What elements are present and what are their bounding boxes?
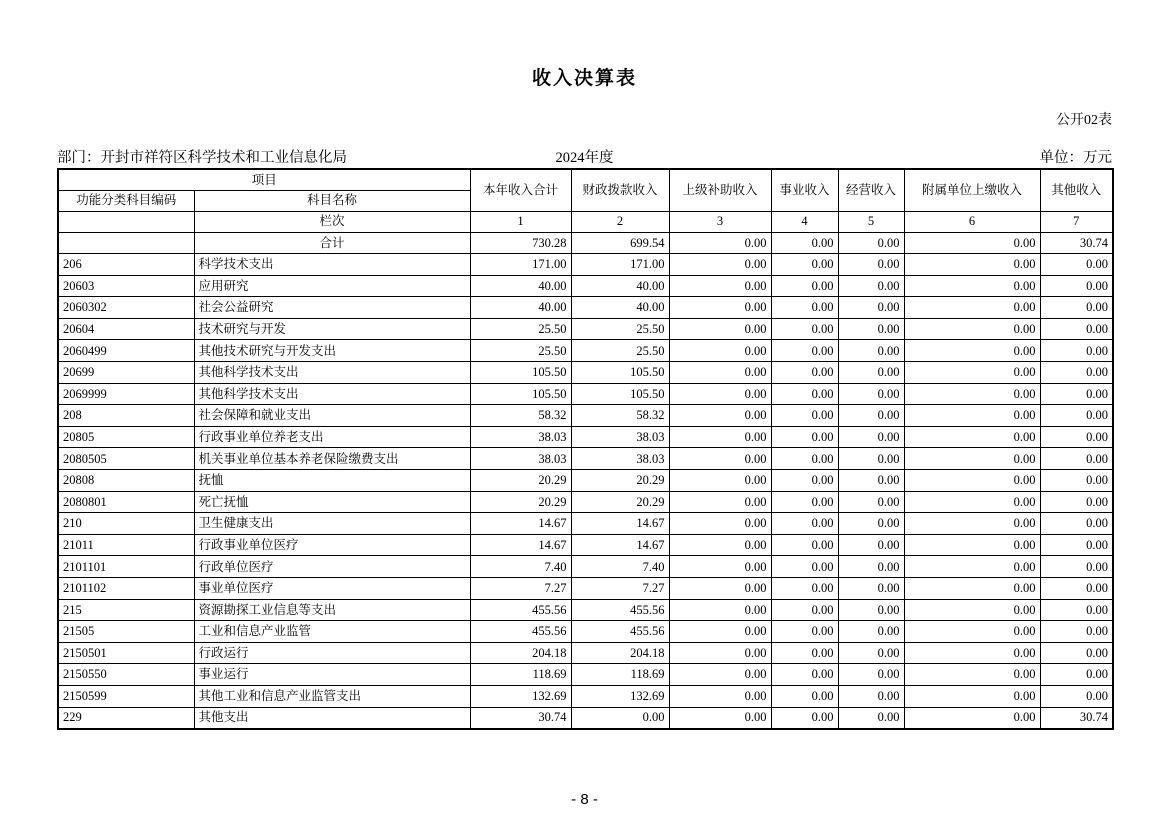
value-cell: 0.00	[1040, 275, 1113, 297]
subject-name-cell: 其他技术研究与开发支出	[194, 340, 470, 362]
value-cell: 38.03	[470, 448, 571, 470]
value-cell: 699.54	[571, 232, 669, 254]
value-cell: 0.00	[1040, 578, 1113, 600]
value-cell: 0.00	[669, 232, 771, 254]
header-row-lanci	[58, 211, 1113, 232]
table-row	[58, 448, 1113, 470]
table-row	[58, 383, 1113, 405]
table-row	[58, 578, 1113, 600]
value-cell: 0.00	[904, 405, 1040, 427]
subject-name-cell: 机关事业单位基本养老保险缴费支出	[194, 448, 470, 470]
value-cell: 0.00	[771, 642, 838, 664]
value-cell: 0.00	[838, 491, 904, 513]
code-cell: 2060302	[58, 297, 194, 319]
value-cell: 105.50	[470, 383, 571, 405]
value-cell: 0.00	[771, 254, 838, 276]
value-cell: 0.00	[771, 297, 838, 319]
value-cell: 40.00	[470, 275, 571, 297]
code-cell: 2150550	[58, 664, 194, 686]
value-cell: 0.00	[904, 685, 1040, 707]
code-cell: 20805	[58, 426, 194, 448]
value-cell: 0.00	[1040, 685, 1113, 707]
value-cell: 132.69	[571, 685, 669, 707]
value-cell: 0.00	[669, 383, 771, 405]
value-cell: 0.00	[771, 556, 838, 578]
value-cell: 0.00	[838, 383, 904, 405]
value-cell: 0.00	[904, 297, 1040, 319]
value-cell: 0.00	[571, 707, 669, 729]
value-cell: 58.32	[470, 405, 571, 427]
value-cell: 0.00	[904, 318, 1040, 340]
subject-name-cell: 其他工业和信息产业监管支出	[194, 685, 470, 707]
value-cell: 0.00	[669, 513, 771, 535]
value-cell: 20.29	[470, 470, 571, 492]
subject-name-cell: 事业运行	[194, 664, 470, 686]
value-cell: 0.00	[1040, 621, 1113, 643]
value-cell: 0.00	[904, 383, 1040, 405]
table-row	[58, 664, 1113, 686]
value-cell: 730.28	[470, 232, 571, 254]
table-row	[58, 707, 1113, 729]
table-row	[58, 513, 1113, 535]
code-cell: 206	[58, 254, 194, 276]
value-cell: 0.00	[904, 426, 1040, 448]
subject-name-cell: 卫生健康支出	[194, 513, 470, 535]
value-cell: 40.00	[470, 297, 571, 319]
value-cell: 0.00	[771, 664, 838, 686]
table-row	[58, 340, 1113, 362]
value-cell: 0.00	[669, 491, 771, 513]
value-cell: 0.00	[838, 621, 904, 643]
value-cell: 0.00	[669, 254, 771, 276]
code-cell: 2101102	[58, 578, 194, 600]
table-row	[58, 297, 1113, 319]
value-cell: 0.00	[771, 513, 838, 535]
value-cell: 0.00	[1040, 297, 1113, 319]
table-row	[58, 621, 1113, 643]
col-header-business-income: 事业收入	[771, 169, 838, 211]
code-cell: 20808	[58, 470, 194, 492]
page-number: - 8 -	[571, 791, 598, 808]
value-cell: 0.00	[771, 534, 838, 556]
code-cell: 210	[58, 513, 194, 535]
value-cell: 38.03	[571, 448, 669, 470]
value-cell: 132.69	[470, 685, 571, 707]
value-cell: 0.00	[669, 578, 771, 600]
table-row	[58, 318, 1113, 340]
value-cell: 0.00	[838, 556, 904, 578]
subject-name-cell: 行政运行	[194, 642, 470, 664]
value-cell: 0.00	[1040, 362, 1113, 384]
value-cell: 0.00	[904, 448, 1040, 470]
value-cell: 0.00	[838, 297, 904, 319]
value-cell: 0.00	[838, 513, 904, 535]
value-cell: 14.67	[470, 513, 571, 535]
col-header-superior-subsidy: 上级补助收入	[669, 169, 771, 211]
value-cell: 40.00	[571, 275, 669, 297]
value-cell: 25.50	[571, 318, 669, 340]
table-row	[58, 405, 1113, 427]
subject-name-cell: 抚恤	[194, 470, 470, 492]
code-cell: 229	[58, 707, 194, 729]
value-cell: 0.00	[1040, 426, 1113, 448]
value-cell: 0.00	[1040, 340, 1113, 362]
code-cell: 215	[58, 599, 194, 621]
table-row	[58, 362, 1113, 384]
subject-name-cell: 行政单位医疗	[194, 556, 470, 578]
value-cell: 0.00	[838, 275, 904, 297]
table-row	[58, 491, 1113, 513]
value-cell: 25.50	[571, 340, 669, 362]
value-cell: 0.00	[1040, 448, 1113, 470]
value-cell: 455.56	[470, 621, 571, 643]
value-cell: 0.00	[771, 448, 838, 470]
meta-row	[57, 146, 1112, 166]
value-cell: 0.00	[904, 470, 1040, 492]
lanci-label: 栏次	[194, 211, 470, 232]
code-cell: 2080801	[58, 491, 194, 513]
col-header-affiliated-unit-income: 附属单位上缴收入	[904, 169, 1040, 211]
value-cell: 118.69	[571, 664, 669, 686]
subject-name-cell: 资源勘探工业信息等支出	[194, 599, 470, 621]
col-header-fiscal-appropriation: 财政拨款收入	[571, 169, 669, 211]
value-cell: 0.00	[771, 599, 838, 621]
value-cell: 0.00	[669, 470, 771, 492]
item-group-header: 项目	[58, 169, 470, 190]
table-header	[58, 169, 1113, 232]
subject-name-cell: 社会公益研究	[194, 297, 470, 319]
code-cell: 2101101	[58, 556, 194, 578]
code-cell: 2150599	[58, 685, 194, 707]
value-cell: 171.00	[571, 254, 669, 276]
table-row	[58, 470, 1113, 492]
fiscal-year-label: 2024年度	[555, 150, 614, 166]
value-cell: 0.00	[904, 707, 1040, 729]
value-cell: 0.00	[1040, 556, 1113, 578]
unit-label: 单位：万元	[1039, 150, 1112, 166]
value-cell: 0.00	[771, 232, 838, 254]
value-cell: 0.00	[669, 405, 771, 427]
col-header-other-income: 其他收入	[1040, 169, 1113, 211]
value-cell: 0.00	[838, 405, 904, 427]
value-cell: 0.00	[904, 642, 1040, 664]
code-cell: 2060499	[58, 340, 194, 362]
value-cell: 0.00	[669, 534, 771, 556]
value-cell: 14.67	[571, 534, 669, 556]
value-cell: 0.00	[838, 448, 904, 470]
value-cell: 0.00	[1040, 383, 1113, 405]
code-cell: 21011	[58, 534, 194, 556]
value-cell: 0.00	[669, 426, 771, 448]
value-cell: 0.00	[904, 340, 1040, 362]
code-cell	[58, 232, 194, 254]
table-row	[58, 426, 1113, 448]
department-label: 部门：开封市祥符区科学技术和工业信息化局	[57, 150, 347, 166]
value-cell: 0.00	[838, 642, 904, 664]
value-cell: 0.00	[669, 621, 771, 643]
value-cell: 38.03	[470, 426, 571, 448]
value-cell: 0.00	[669, 642, 771, 664]
subject-name-cell: 科学技术支出	[194, 254, 470, 276]
value-cell: 20.29	[571, 470, 669, 492]
value-cell: 0.00	[1040, 491, 1113, 513]
value-cell: 455.56	[470, 599, 571, 621]
value-cell: 0.00	[771, 685, 838, 707]
code-cell: 2080505	[58, 448, 194, 470]
subject-name-cell: 其他科学技术支出	[194, 383, 470, 405]
value-cell: 0.00	[771, 470, 838, 492]
value-cell: 0.00	[669, 275, 771, 297]
value-cell: 0.00	[669, 707, 771, 729]
value-cell: 0.00	[1040, 405, 1113, 427]
value-cell: 0.00	[1040, 664, 1113, 686]
table-row	[58, 232, 1113, 254]
value-cell: 0.00	[669, 664, 771, 686]
value-cell: 30.74	[1040, 232, 1113, 254]
value-cell: 0.00	[838, 426, 904, 448]
value-cell: 0.00	[838, 707, 904, 729]
value-cell: 0.00	[771, 426, 838, 448]
value-cell: 0.00	[771, 707, 838, 729]
value-cell: 0.00	[1040, 599, 1113, 621]
subject-name-cell: 应用研究	[194, 275, 470, 297]
value-cell: 25.50	[470, 340, 571, 362]
subject-name-cell: 死亡抚恤	[194, 491, 470, 513]
value-cell: 204.18	[470, 642, 571, 664]
table-row	[58, 685, 1113, 707]
value-cell: 0.00	[838, 232, 904, 254]
value-cell: 0.00	[904, 513, 1040, 535]
value-cell: 0.00	[669, 340, 771, 362]
value-cell: 0.00	[771, 318, 838, 340]
column-number: 1	[470, 211, 571, 232]
value-cell: 0.00	[669, 556, 771, 578]
value-cell: 105.50	[571, 383, 669, 405]
value-cell: 118.69	[470, 664, 571, 686]
value-cell: 0.00	[838, 685, 904, 707]
subject-name-cell: 其他科学技术支出	[194, 362, 470, 384]
code-cell: 2069999	[58, 383, 194, 405]
value-cell: 0.00	[838, 470, 904, 492]
value-cell: 0.00	[904, 254, 1040, 276]
value-cell: 0.00	[904, 621, 1040, 643]
value-cell: 0.00	[1040, 642, 1113, 664]
code-cell: 2150501	[58, 642, 194, 664]
subject-name-cell: 事业单位医疗	[194, 578, 470, 600]
column-number: 2	[571, 211, 669, 232]
table-row	[58, 254, 1113, 276]
value-cell: 105.50	[571, 362, 669, 384]
value-cell: 0.00	[838, 318, 904, 340]
subject-name-cell: 工业和信息产业监管	[194, 621, 470, 643]
value-cell: 0.00	[669, 448, 771, 470]
subject-name-cell: 技术研究与开发	[194, 318, 470, 340]
value-cell: 105.50	[470, 362, 571, 384]
col-header-operating-income: 经营收入	[838, 169, 904, 211]
value-cell: 0.00	[904, 491, 1040, 513]
column-number: 4	[771, 211, 838, 232]
subject-name-cell: 合计	[194, 232, 470, 254]
value-cell: 0.00	[904, 556, 1040, 578]
subject-name-cell: 行政事业单位医疗	[194, 534, 470, 556]
value-cell: 38.03	[571, 426, 669, 448]
revenue-table	[57, 168, 1114, 730]
value-cell: 0.00	[838, 599, 904, 621]
subject-name-cell: 社会保障和就业支出	[194, 405, 470, 427]
value-cell: 40.00	[571, 297, 669, 319]
value-cell: 0.00	[838, 534, 904, 556]
value-cell: 7.27	[470, 578, 571, 600]
doc-form-label: 公开02表	[1056, 113, 1112, 128]
column-number: 6	[904, 211, 1040, 232]
value-cell: 0.00	[904, 232, 1040, 254]
value-cell: 0.00	[669, 318, 771, 340]
value-cell: 0.00	[771, 340, 838, 362]
page-title: 收入决算表	[531, 68, 637, 89]
value-cell: 14.67	[470, 534, 571, 556]
value-cell: 0.00	[771, 578, 838, 600]
value-cell: 0.00	[904, 599, 1040, 621]
column-number: 5	[838, 211, 904, 232]
value-cell: 0.00	[669, 297, 771, 319]
table-row	[58, 599, 1113, 621]
table-row	[58, 556, 1113, 578]
value-cell: 14.67	[571, 513, 669, 535]
code-cell: 20603	[58, 275, 194, 297]
value-cell: 0.00	[771, 383, 838, 405]
value-cell: 0.00	[771, 362, 838, 384]
column-number: 3	[669, 211, 771, 232]
value-cell: 0.00	[771, 491, 838, 513]
value-cell: 30.74	[1040, 707, 1113, 729]
value-cell: 25.50	[470, 318, 571, 340]
table-body	[58, 232, 1113, 729]
value-cell: 30.74	[470, 707, 571, 729]
value-cell: 0.00	[838, 664, 904, 686]
table-row	[58, 275, 1113, 297]
value-cell: 204.18	[571, 642, 669, 664]
value-cell: 7.40	[571, 556, 669, 578]
code-cell: 20699	[58, 362, 194, 384]
subject-name-cell: 行政事业单位养老支出	[194, 426, 470, 448]
value-cell: 455.56	[571, 621, 669, 643]
value-cell: 0.00	[838, 340, 904, 362]
value-cell: 0.00	[1040, 470, 1113, 492]
code-column-header: 功能分类科目编码	[58, 190, 194, 211]
value-cell: 0.00	[904, 534, 1040, 556]
value-cell: 0.00	[669, 685, 771, 707]
value-cell: 0.00	[771, 275, 838, 297]
value-cell: 0.00	[669, 362, 771, 384]
column-number: 7	[1040, 211, 1113, 232]
code-cell: 208	[58, 405, 194, 427]
value-cell: 20.29	[571, 491, 669, 513]
value-cell: 7.40	[470, 556, 571, 578]
value-cell: 7.27	[571, 578, 669, 600]
value-cell: 0.00	[904, 664, 1040, 686]
value-cell: 0.00	[771, 405, 838, 427]
value-cell: 0.00	[904, 578, 1040, 600]
value-cell: 58.32	[571, 405, 669, 427]
value-cell: 455.56	[571, 599, 669, 621]
value-cell: 171.00	[470, 254, 571, 276]
value-cell: 0.00	[904, 275, 1040, 297]
col-header-total: 本年收入合计	[470, 169, 571, 211]
value-cell: 0.00	[669, 599, 771, 621]
value-cell: 0.00	[771, 621, 838, 643]
table-row	[58, 642, 1113, 664]
value-cell: 0.00	[904, 362, 1040, 384]
value-cell: 0.00	[1040, 254, 1113, 276]
value-cell: 0.00	[838, 254, 904, 276]
name-column-header: 科目名称	[194, 190, 470, 211]
value-cell: 20.29	[470, 491, 571, 513]
value-cell: 0.00	[1040, 318, 1113, 340]
empty-cell	[58, 211, 194, 232]
value-cell: 0.00	[1040, 534, 1113, 556]
table-row	[58, 534, 1113, 556]
code-cell: 20604	[58, 318, 194, 340]
subject-name-cell: 其他支出	[194, 707, 470, 729]
value-cell: 0.00	[838, 362, 904, 384]
code-cell: 21505	[58, 621, 194, 643]
header-row-item	[58, 169, 1113, 190]
value-cell: 0.00	[838, 578, 904, 600]
value-cell: 0.00	[1040, 513, 1113, 535]
